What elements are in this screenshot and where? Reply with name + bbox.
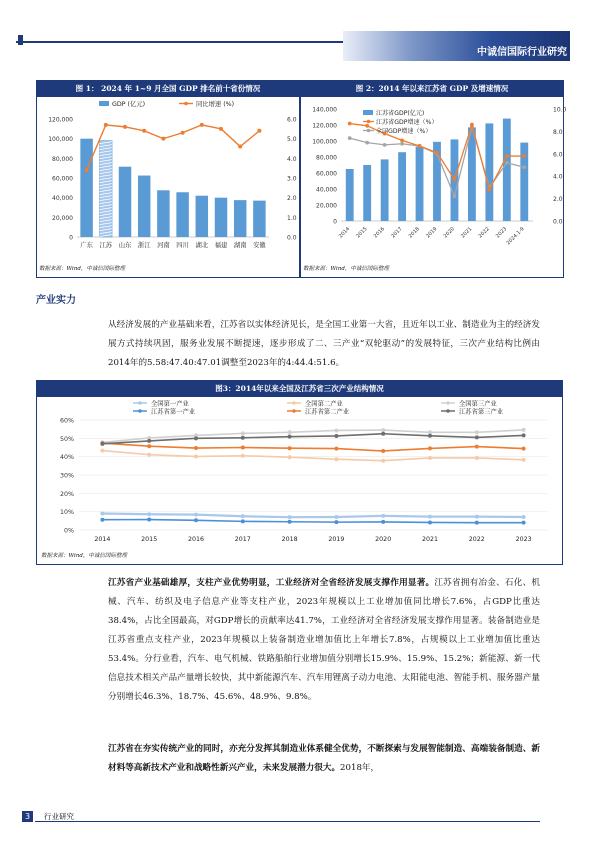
jiangsu-growth-line-point	[400, 138, 404, 142]
x-tick-label: 2023	[494, 226, 509, 240]
series-point-4	[288, 446, 292, 450]
footer-label: 行业研究	[44, 812, 74, 821]
series-point-1	[194, 454, 198, 458]
jiangsu-growth-line-point	[365, 124, 369, 128]
bar-四川	[176, 192, 188, 237]
series-point-2	[288, 430, 292, 434]
paragraph-industry-strength-lead: 江苏省产业基础雄厚，支柱产业优势明显，工业经济对全省经济发展支撑作用显著。	[108, 578, 435, 588]
series-point-3	[475, 521, 479, 525]
series-point-4	[241, 446, 245, 450]
legend-marker-0	[138, 401, 142, 405]
y-tick-label: 0	[333, 218, 337, 226]
legend-marker-growth	[184, 102, 188, 106]
x-tick-label: 2019	[425, 226, 439, 240]
x-tick-label: 2022	[468, 536, 485, 543]
y-tick-label: 60,000	[52, 175, 73, 183]
x-tick-label: 2014	[94, 536, 111, 543]
series-point-3	[100, 518, 104, 522]
figure-3-title: 图3：2014年以来全国及江苏省三次产业结构情况	[37, 381, 562, 397]
legend-marker-1	[292, 401, 296, 405]
y-tick-label: 20,000	[316, 202, 337, 210]
paragraph-industry-strength-body: 江苏省拥有冶金、石化、机械、汽车、纺织及电子信息产业等支柱产业，2023年规模以上工业增加值同比增长7.6%，占GDP比重达38.4%，占比全国最高，对GDP增长的贡献率达41.7%，工业经济对全省经济发展支撑作用显著。装备制造业是江苏省重点支柱产业，2023年规模以上装备制造业增加值比上年增长7.8%，占规模以上工业增加值比重达53.4%。分行业看，汽车、电气机械、铁路船舶行业增加值分别增长15.9%、15.9%、15.2%；新能源、新一代信息技术相关产品产量增长较快，其中新能源汽车、汽车用锂离子动力电池、太阳能电池、智能手机、服务器产量分别增长46.3%、18.7%、45.6%、48.9%、9.8%。	[108, 578, 540, 702]
y-tick-label: 80,000	[52, 155, 73, 163]
growth-point	[181, 131, 185, 135]
y2-tick-label: 2.0	[553, 196, 563, 204]
series-point-1	[100, 449, 104, 453]
bar-福建	[215, 198, 227, 237]
series-point-4	[428, 446, 432, 450]
series-line-4	[102, 443, 523, 451]
y2-tick-label: 0.0	[287, 234, 297, 242]
y-tick-label: 20,000	[52, 214, 73, 222]
series-point-1	[522, 458, 526, 462]
series-point-5	[194, 436, 198, 440]
series-point-1	[288, 455, 292, 459]
national-growth-line-point	[522, 165, 526, 169]
y2-tick-label: 4.0	[553, 173, 563, 181]
series-point-3	[147, 518, 151, 522]
legend-label-jiangsu: 江苏省GDP增速（%）	[376, 119, 438, 126]
series-point-2	[428, 430, 432, 434]
series-point-2	[241, 431, 245, 435]
y-tick-label: 0%	[64, 527, 74, 535]
y-tick-label: 40,000	[316, 186, 337, 194]
bar-广东	[80, 139, 92, 237]
jiangsu-growth-line-point	[348, 122, 352, 126]
series-point-0	[522, 515, 526, 519]
x-tick-label: 2023	[515, 536, 532, 543]
legend-label-growth: 同比增速 (%)	[196, 101, 235, 108]
series-line-0	[102, 514, 523, 518]
header-title: 中诚信国际行业研究	[477, 47, 567, 58]
x-tick-label: 2021	[460, 226, 474, 240]
y-tick-label: 60,000	[316, 170, 337, 178]
x-tick-label: 2021	[421, 536, 439, 543]
y-tick-label: 120,000	[312, 122, 337, 130]
bar-2022	[485, 123, 493, 221]
x-tick-label: 湖南	[233, 242, 247, 249]
series-point-2	[334, 428, 338, 432]
bar-2014	[346, 169, 354, 221]
series-point-3	[522, 521, 526, 525]
bar-湖北	[196, 196, 208, 237]
paragraph-industry-strength	[108, 574, 540, 707]
page-number: 3	[22, 811, 33, 822]
legend-marker-2	[446, 401, 450, 405]
legend-marker-national	[367, 129, 371, 133]
series-point-0	[100, 512, 104, 516]
series-point-0	[147, 512, 151, 516]
series-point-3	[428, 520, 432, 524]
bar-湖南	[234, 200, 246, 237]
series-point-4	[381, 449, 385, 453]
series-point-5	[100, 442, 104, 446]
y-tick-label: 30%	[60, 472, 74, 480]
y-tick-label: 20%	[60, 490, 74, 498]
series-line-1	[102, 451, 523, 461]
jiangsu-growth-line-point	[487, 188, 491, 192]
bar-2017	[398, 152, 406, 221]
figure-2-chart	[301, 97, 567, 265]
bar-浙江	[138, 176, 150, 237]
x-tick-label: 2022	[477, 226, 491, 240]
x-tick-label: 2020	[442, 226, 456, 240]
series-point-0	[428, 515, 432, 519]
legend-label-5: 江苏省第三产业	[459, 408, 504, 416]
series-point-4	[147, 444, 151, 448]
y2-tick-label: 6.0	[553, 151, 563, 159]
series-point-5	[288, 435, 292, 439]
y-tick-label: 120,000	[48, 116, 73, 124]
series-point-3	[334, 520, 338, 524]
series-point-1	[428, 456, 432, 460]
x-tick-label: 广东	[80, 242, 93, 249]
national-growth-line-point	[348, 136, 352, 140]
legend-swatch-gdp	[363, 110, 373, 115]
legend-label-1: 全国第二产业	[305, 400, 343, 408]
y2-tick-label: 4.0	[287, 155, 297, 163]
x-tick-label: 安徽	[253, 242, 266, 249]
y-tick-label: 10%	[60, 509, 74, 517]
x-tick-label: 2018	[281, 536, 298, 543]
paragraph-emerging-industry-lead: 江苏省在夯实传统产业的同时，亦充分发挥其制造业体系健全优势，不断探索与发展智能制造、高端装备制造、新材料等高新技术产业和战略性新兴产业，未来发展潜力很大。	[108, 744, 540, 773]
x-tick-label: 福建	[214, 242, 228, 249]
legend-label-2: 全国第三产业	[459, 400, 497, 408]
y2-tick-label: 8.0	[553, 128, 563, 136]
paragraph-industry-base: 从经济发展的产业基础来看，江苏省以实体经济见长，是全国工业第一大省，且近年以工业、制造业为主的经济发展方式持续巩固，服务业发展不断提速，逐步形成了二、三产业“双轮驱动”的发展特征，三次产业结构比例由2014年的5.58:47.40:47.01调整至2023年的4:44.4:51.6。	[108, 320, 540, 368]
x-tick-label: 2016	[187, 536, 205, 543]
series-point-1	[334, 457, 338, 461]
legend-label-gdp: 江苏省GDP(亿元)	[376, 110, 425, 117]
y-tick-label: 60%	[60, 417, 74, 425]
series-point-0	[475, 515, 479, 519]
x-tick-label: 江苏	[99, 242, 113, 249]
growth-point	[161, 137, 165, 141]
y2-tick-label: 1.0	[287, 214, 297, 222]
series-point-5	[241, 436, 245, 440]
figure-3-chart	[37, 397, 562, 549]
figure-2-source: 数据来源：Wind，中诚信国际整理	[303, 266, 389, 272]
series-point-0	[194, 513, 198, 517]
bar-2023	[503, 119, 511, 221]
y-tick-label: 40%	[60, 454, 74, 462]
y-tick-label: 100,000	[312, 138, 337, 146]
legend-swatch-gdp	[99, 101, 109, 106]
series-point-1	[381, 459, 385, 463]
bar-2021	[468, 127, 476, 221]
series-point-2	[381, 428, 385, 432]
x-tick-label: 湖北	[195, 242, 209, 249]
growth-point	[104, 123, 108, 127]
series-point-5	[147, 439, 151, 443]
jiangsu-growth-line-point	[505, 154, 509, 158]
figure-1-chart	[37, 97, 299, 265]
x-tick-label: 2024.1-9	[505, 226, 526, 247]
growth-point	[123, 125, 127, 129]
y-tick-label: 100,000	[48, 136, 73, 144]
series-point-2	[475, 430, 479, 434]
x-tick-label: 2017	[234, 536, 251, 543]
y2-tick-label: 0.0	[553, 218, 563, 226]
bar-河南	[157, 190, 169, 237]
series-point-5	[522, 433, 526, 437]
y-tick-label: 50%	[60, 435, 74, 443]
x-tick-label: 2018	[407, 226, 421, 240]
bar-安徽	[253, 201, 265, 237]
x-tick-label: 2016	[372, 226, 387, 240]
growth-point	[200, 123, 204, 127]
paragraph-emerging-industry-body: 2018年，	[340, 763, 380, 773]
figure-1-source: 数据来源：Wind，中诚信国际整理	[39, 266, 125, 272]
x-tick-label: 2017	[390, 226, 404, 240]
series-point-4	[194, 446, 198, 450]
figure-2	[300, 80, 567, 278]
series-point-3	[288, 520, 292, 524]
section-title: 产业实力	[36, 295, 76, 306]
legend-label-4: 江苏省第二产业	[305, 408, 350, 416]
x-tick-label: 2014	[337, 226, 352, 240]
series-line-3	[102, 520, 523, 523]
y2-tick-label: 3.0	[287, 175, 297, 183]
legend-marker-4	[292, 409, 296, 413]
national-growth-line-point	[383, 143, 387, 147]
y-tick-label: 40,000	[52, 195, 73, 203]
legend-marker-jiangsu	[367, 120, 371, 124]
legend-label-national: 全国GDP增速（%）	[376, 128, 432, 135]
footer-rule	[35, 821, 540, 822]
figure-3-source: 数据来源：Wind，中诚信国际整理	[41, 553, 127, 559]
x-tick-label: 2015	[141, 536, 158, 543]
x-tick-label: 2020	[375, 536, 392, 543]
series-point-3	[381, 520, 385, 524]
x-tick-label: 浙江	[137, 242, 151, 249]
growth-point	[257, 129, 261, 133]
series-point-2	[522, 428, 526, 432]
series-point-5	[334, 434, 338, 438]
figure-2-title: 图 2：2014 年以来江苏省 GDP 及增速情况	[301, 81, 563, 97]
bar-2018	[416, 147, 424, 221]
growth-point	[142, 129, 146, 133]
legend-label-0: 全国第一产业	[151, 400, 189, 408]
legend-label-gdp: GDP (亿元)	[112, 101, 146, 108]
bar-山东	[119, 167, 131, 237]
national-growth-line-point	[400, 142, 404, 146]
jiangsu-growth-line-point	[453, 178, 457, 182]
series-line-5	[102, 434, 523, 444]
figure-3	[36, 380, 563, 565]
jiangsu-growth-line-point	[435, 151, 439, 155]
series-point-0	[334, 515, 338, 519]
series-point-3	[241, 519, 245, 523]
header-corner-mark	[18, 35, 23, 45]
growth-point	[219, 127, 223, 131]
bar-2015	[363, 165, 371, 221]
y-tick-label: 80,000	[316, 154, 337, 162]
x-tick-label: 2015	[355, 226, 369, 240]
series-point-5	[381, 432, 385, 436]
x-tick-label: 山东	[118, 242, 132, 249]
legend-label-3: 江苏省第一产业	[151, 408, 196, 416]
national-growth-line-point	[365, 141, 369, 145]
x-tick-label: 四川	[176, 242, 189, 249]
series-point-5	[475, 435, 479, 439]
y-tick-label: 140,000	[312, 106, 337, 114]
series-point-1	[475, 456, 479, 460]
x-tick-label: 河南	[157, 242, 170, 249]
series-point-1	[241, 454, 245, 458]
series-point-0	[241, 514, 245, 518]
legend-marker-5	[446, 409, 450, 413]
growth-point	[85, 168, 89, 172]
figure-1-title: 图 1： 2024 年 1~9 月全国 GDP 排名前十省份情况	[37, 81, 299, 97]
series-point-3	[194, 518, 198, 522]
y-tick-label: 0	[69, 234, 73, 242]
y2-tick-label: 6.0	[287, 116, 297, 124]
bar-2016	[381, 159, 389, 221]
series-point-5	[428, 434, 432, 438]
national-growth-line-point	[453, 194, 457, 198]
legend-marker-3	[138, 409, 142, 413]
jiangsu-growth-line-point	[522, 154, 526, 158]
series-point-0	[288, 515, 292, 519]
jiangsu-growth-line-point	[470, 123, 474, 127]
y2-tick-label: 5.0	[287, 136, 297, 144]
y2-tick-label: 2.0	[287, 195, 297, 203]
series-point-0	[381, 514, 385, 518]
figure-1	[36, 80, 300, 278]
jiangsu-growth-line-point	[418, 144, 422, 148]
growth-line	[87, 125, 260, 170]
series-point-1	[147, 453, 151, 457]
series-point-4	[334, 447, 338, 451]
x-tick-label: 2019	[328, 536, 345, 543]
y2-tick-label: 10.0	[553, 106, 567, 114]
paragraph-emerging-industry	[108, 740, 540, 778]
growth-point	[238, 145, 242, 149]
national-growth-line-point	[505, 161, 509, 165]
series-point-4	[475, 445, 479, 449]
series-point-4	[522, 447, 526, 451]
